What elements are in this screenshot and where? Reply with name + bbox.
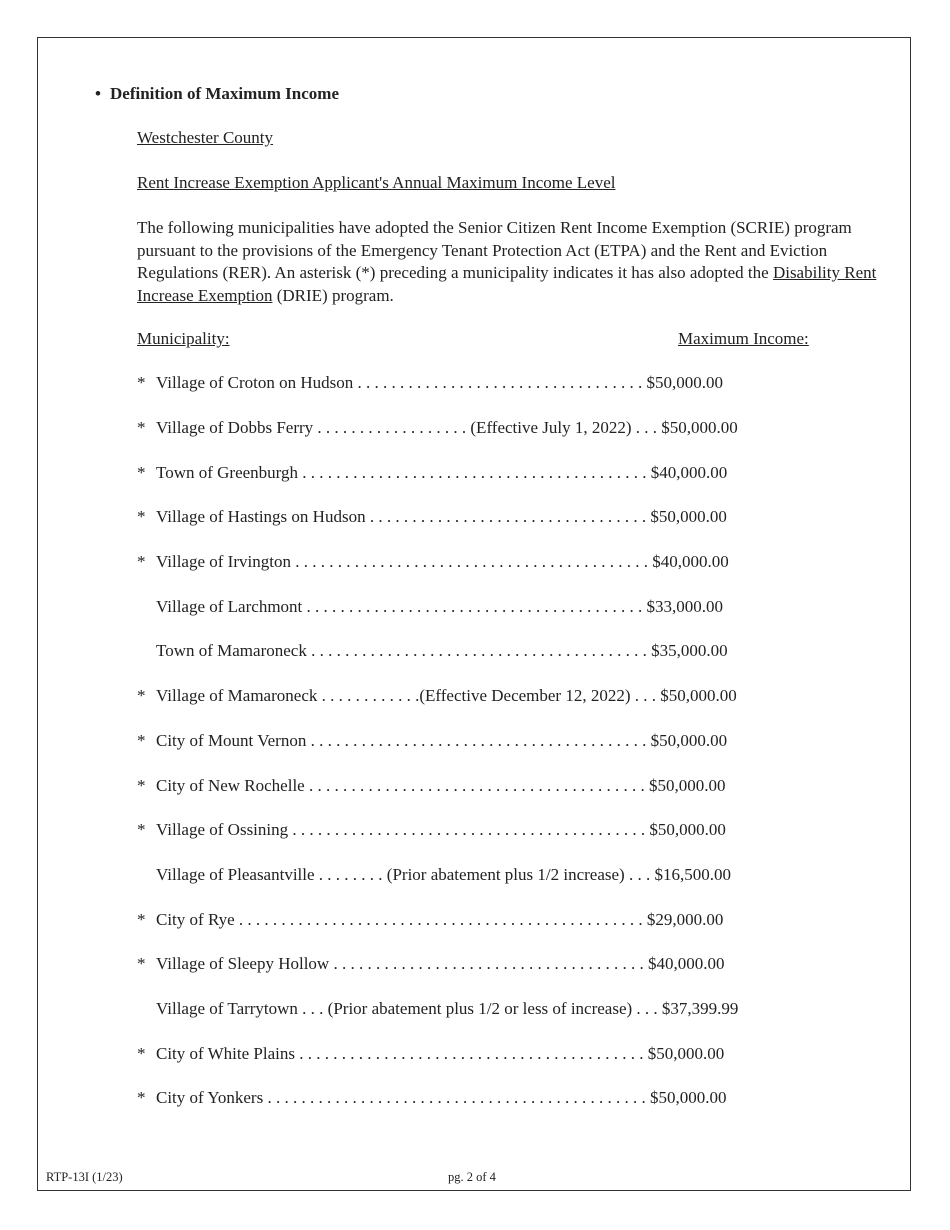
income-level-subheading: Rent Increase Exemption Applicant's Annual Maximum Income Level — [137, 173, 616, 192]
list-item — [137, 1044, 724, 1064]
row-text: City of Rye . . . . . . . . . . . . . . . . . . . . . . . . . . . . . . . . . . . . . . . . . . . . . . . . $29,000.00 — [156, 910, 724, 929]
list-item — [137, 686, 737, 706]
row-text: Village of Sleepy Hollow . . . . . . . . . . . . . . . . . . . . . . . . . . . . . . . . . . . . . $40,000.00 — [156, 954, 725, 973]
paragraph-text-1: The following municipalities have adopted the Senior Citizen Rent Income Exemption (SCRIE) program pursuant to the provisions of the Emergency Tenant Protection Act (ETPA) and the Rent and Eviction Regulations (RER). An asterisk (*) preceding a municipality indicates it has also adopted the — [137, 218, 852, 282]
row-text: Village of Ossining . . . . . . . . . . . . . . . . . . . . . . . . . . . . . . . . . . . . . . . . . . $50,000.00 — [156, 820, 726, 839]
list-item — [137, 910, 723, 930]
row-text: City of New Rochelle . . . . . . . . . . . . . . . . . . . . . . . . . . . . . . . . . . . . . . . . $50,000.00 — [156, 776, 726, 795]
list-item — [137, 552, 729, 572]
list-item — [137, 999, 738, 1019]
row-text: Village of Larchmont . . . . . . . . . . . . . . . . . . . . . . . . . . . . . . . . . . . . . . . . $33,000.00 — [156, 597, 724, 616]
list-item — [137, 418, 738, 438]
list-item — [137, 820, 726, 840]
list-item — [137, 731, 727, 751]
drie-asterisk: * — [137, 1044, 146, 1063]
row-text: City of Mount Vernon . . . . . . . . . . . . . . . . . . . . . . . . . . . . . . . . . . . . . . . . $50,000.00 — [156, 731, 728, 750]
page-number: pg. 2 of 4 — [448, 1170, 496, 1184]
drie-asterisk: * — [137, 373, 146, 392]
drie-asterisk: * — [137, 910, 146, 929]
paragraph-text-2: (DRIE) program. — [272, 285, 394, 305]
row-text: Village of Irvington . . . . . . . . . . . . . . . . . . . . . . . . . . . . . . . . . . . . . . . . . . $40,000.00 — [156, 552, 729, 571]
drie-asterisk: * — [137, 418, 146, 437]
row-text: Village of Hastings on Hudson . . . . . . . . . . . . . . . . . . . . . . . . . . . . . . . . . $50,000.00 — [156, 507, 727, 526]
bullet-mark: • — [95, 84, 101, 103]
intro-paragraph — [137, 217, 877, 307]
list-item — [137, 865, 731, 885]
drie-asterisk: * — [137, 954, 146, 973]
list-item — [137, 1088, 726, 1108]
list-item — [137, 507, 727, 527]
drie-asterisk: * — [137, 686, 146, 705]
list-item — [137, 641, 728, 661]
row-text: Town of Greenburgh . . . . . . . . . . . . . . . . . . . . . . . . . . . . . . . . . . . . . . . . . $40,000.00 — [156, 463, 728, 482]
row-text: Village of Mamaroneck . . . . . . . . . . . .(Effective December 12, 2022) . . . $50,000.00 — [156, 686, 737, 705]
row-text: Village of Pleasantville . . . . . . . . (Prior abatement plus 1/2 increase) . . . $16,500.00 — [156, 865, 731, 884]
section-heading — [95, 84, 339, 104]
column-header-municipality: Municipality: — [137, 329, 230, 348]
form-number: RTP-13I (1/23) — [46, 1170, 123, 1184]
list-item — [137, 954, 724, 974]
row-text: Village of Croton on Hudson . . . . . . . . . . . . . . . . . . . . . . . . . . . . . . . . . . $50,000.00 — [156, 373, 724, 392]
list-item — [137, 597, 723, 617]
row-text: City of White Plains . . . . . . . . . . . . . . . . . . . . . . . . . . . . . . . . . . . . . . . . . $50,000.00 — [156, 1044, 725, 1063]
drie-asterisk: * — [137, 731, 146, 750]
list-item — [137, 373, 723, 393]
drie-asterisk: * — [137, 776, 146, 795]
drie-link-text: Disability Rent Increase Exemption — [137, 263, 877, 305]
county-name: Westchester County — [137, 128, 274, 147]
drie-asterisk: * — [137, 552, 146, 571]
column-header-income: Maximum Income: — [678, 329, 809, 348]
drie-asterisk: * — [137, 507, 146, 526]
row-text: City of Yonkers . . . . . . . . . . . . . . . . . . . . . . . . . . . . . . . . . . . . . . . . . . . . . $50,000.00 — [156, 1088, 727, 1107]
list-item — [137, 463, 727, 483]
drie-asterisk: * — [137, 463, 146, 482]
section-title: Definition of Maximum Income — [110, 84, 340, 103]
drie-asterisk: * — [137, 820, 146, 839]
list-item — [137, 776, 725, 796]
row-text: Village of Dobbs Ferry . . . . . . . . . . . . . . . . . . (Effective July 1, 2022) . . . $50,000.00 — [156, 418, 738, 437]
drie-asterisk: * — [137, 1088, 146, 1107]
row-text: Town of Mamaroneck . . . . . . . . . . . . . . . . . . . . . . . . . . . . . . . . . . . . . . . . $35,000.00 — [156, 641, 728, 660]
row-text: Village of Tarrytown . . . (Prior abatement plus 1/2 or less of increase) . . . $37,399.99 — [156, 999, 739, 1018]
